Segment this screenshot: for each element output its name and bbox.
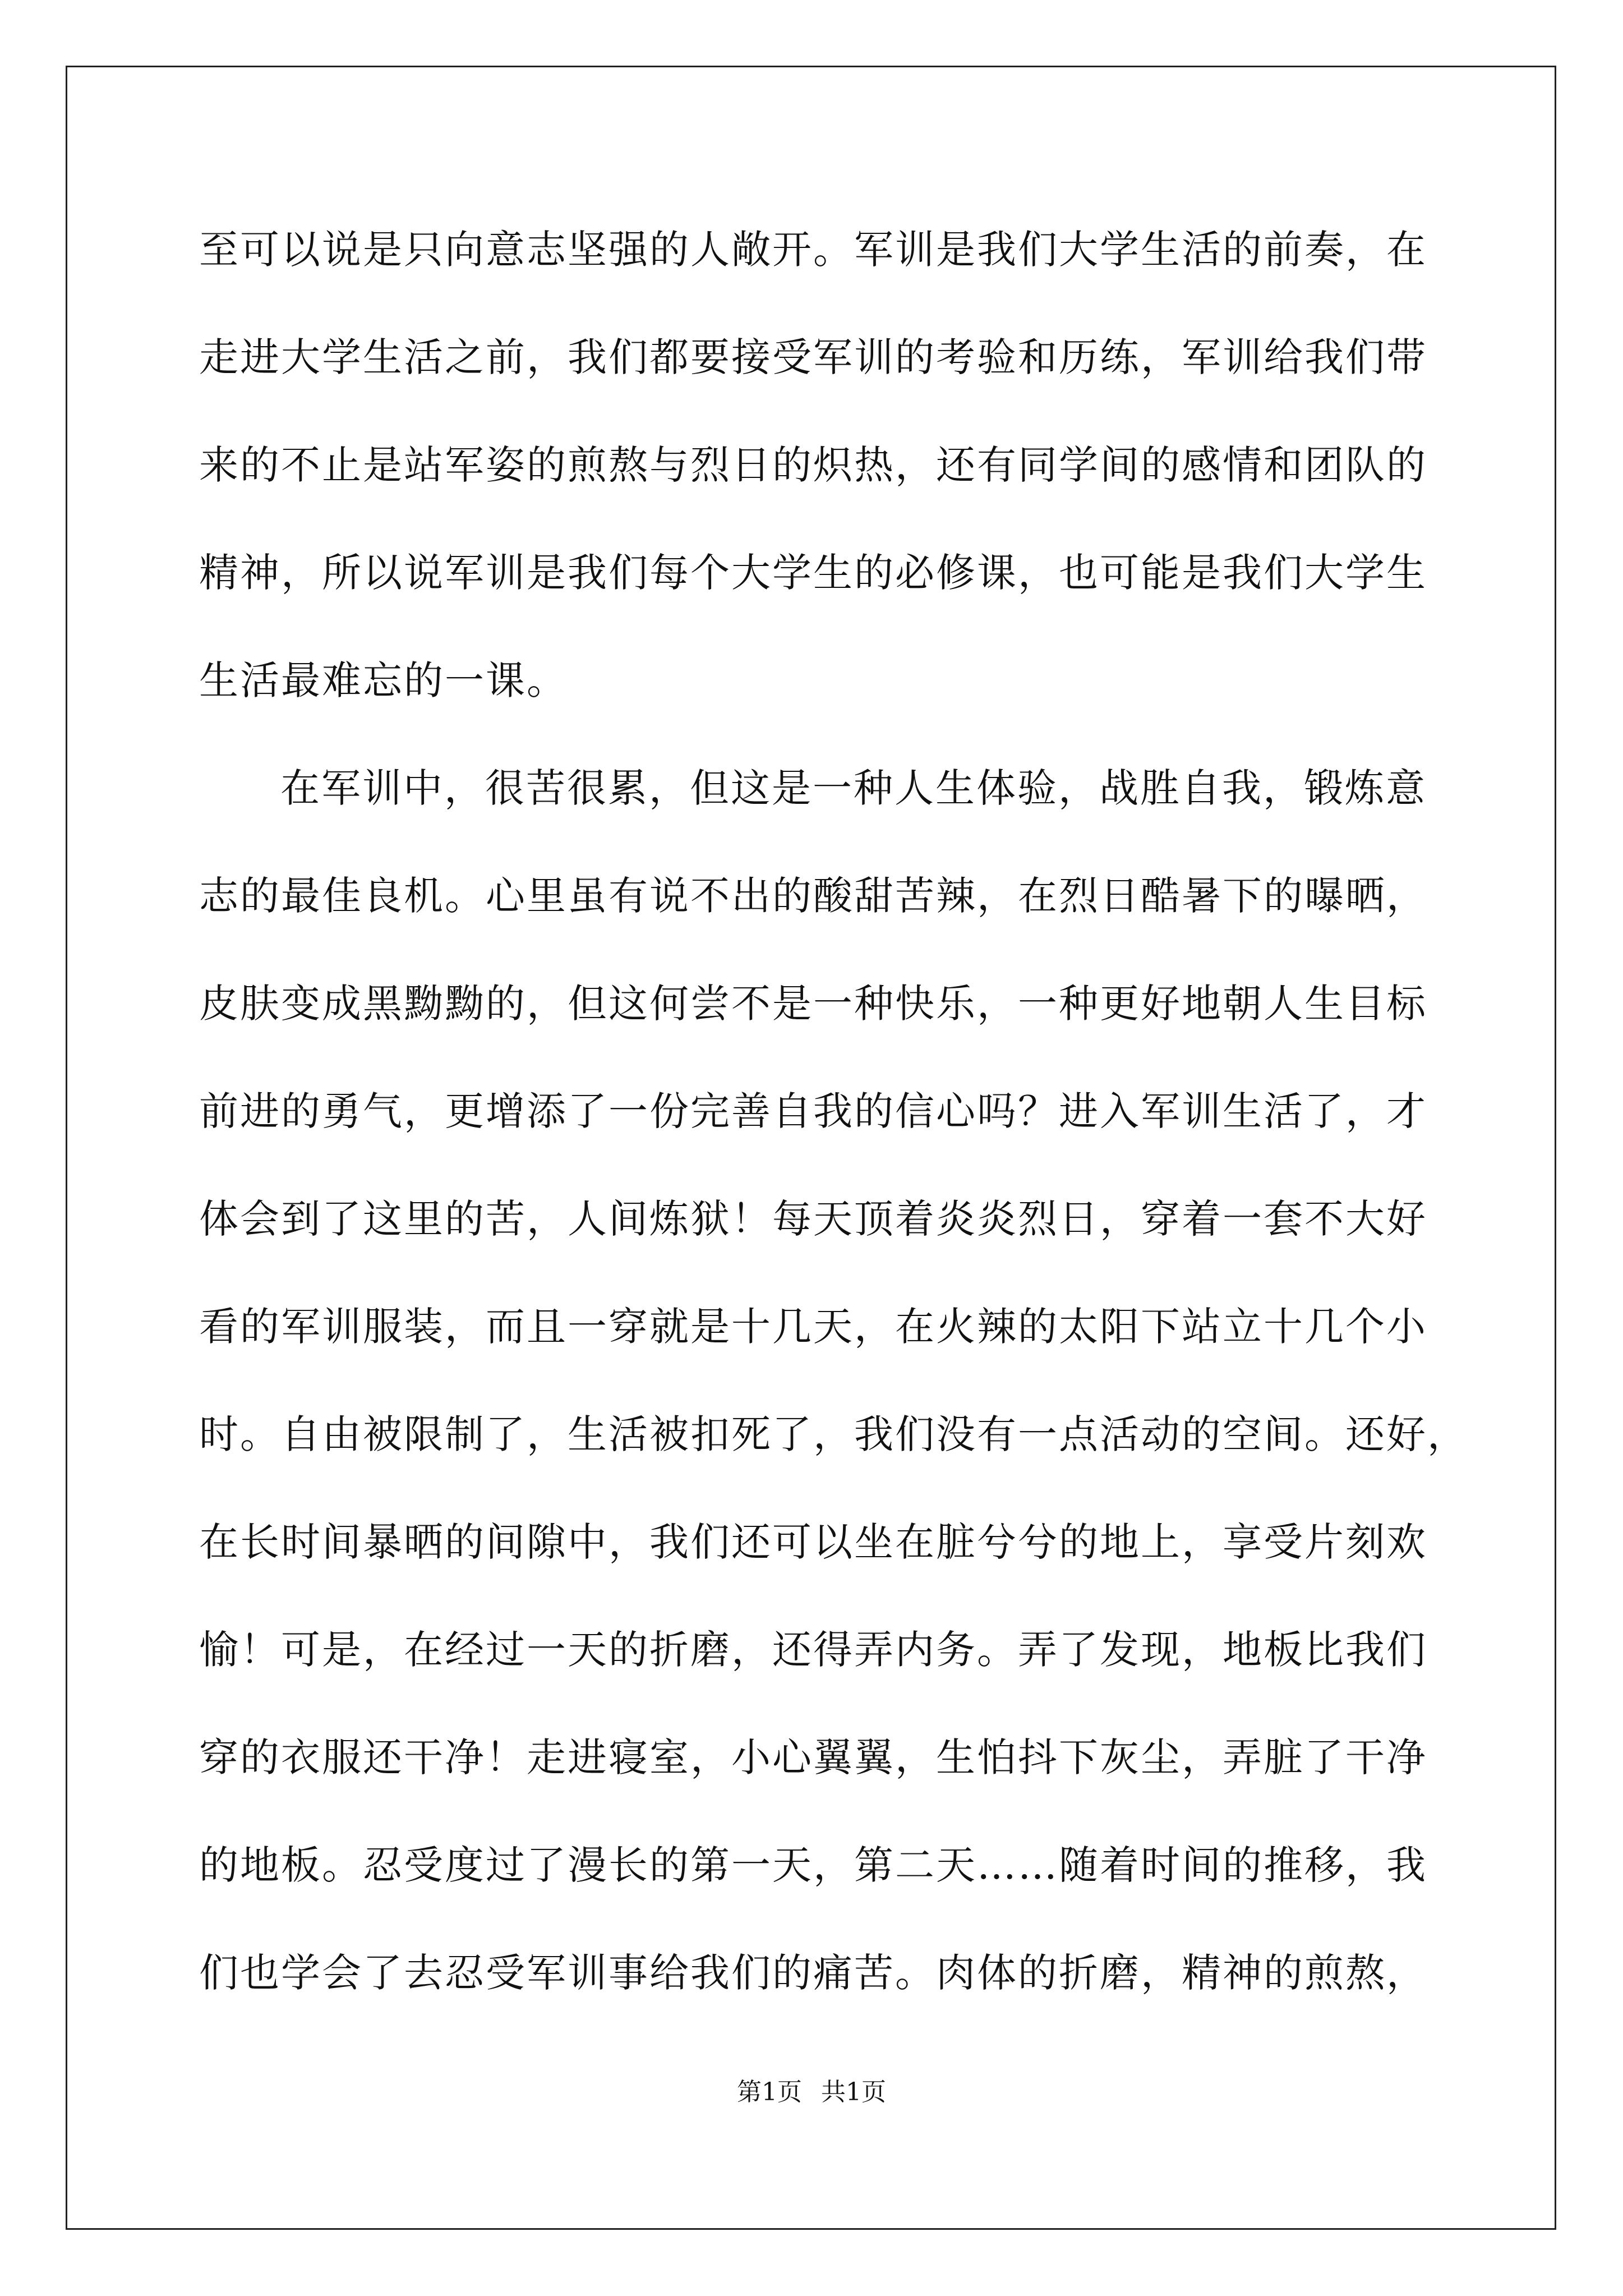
- page-total: 共1页: [821, 2078, 886, 2106]
- text-line: 来的不止是站军姿的煎熬与烈日的炽热，还有同学间的感情和团队的: [199, 442, 1427, 488]
- text-line: 看的军训服装，而且一穿就是十几天，在火辣的太阳下站立十几个小: [199, 1304, 1427, 1350]
- text-line: 皮肤变成黑黝黝的，但这何尝不是一种快乐，一种更好地朝人生目标: [199, 981, 1427, 1027]
- page-border: [66, 66, 1556, 2230]
- text-line: 精神，所以说军训是我们每个大学生的必修课，也可能是我们大学生: [199, 550, 1427, 596]
- text-line: 生活最难忘的一课。: [199, 657, 568, 703]
- text-line: 至可以说是只向意志坚强的人敞开。军训是我们大学生活的前奏，在: [199, 227, 1427, 273]
- page-number: 第1页: [737, 2078, 802, 2106]
- text-line: 穿的衣服还干净！走进寝室，小心翼翼，生怕抖下灰尘，弄脏了干净: [199, 1734, 1427, 1780]
- text-line: 时。自由被限制了，生活被扣死了，我们没有一点活动的空间。还好，: [199, 1411, 1468, 1457]
- text-line: 愉！可是，在经过一天的折磨，还得弄内务。弄了发现，地板比我们: [199, 1627, 1427, 1673]
- text-line: 走进大学生活之前，我们都要接受军训的考验和历练，军训给我们带: [199, 334, 1427, 380]
- text-line: 的地板。忍受度过了漫长的第一天，第二天……随着时间的推移，我: [199, 1842, 1427, 1888]
- text-line: 体会到了这里的苦，人间炼狱！每天顶着炎炎烈日，穿着一套不大好: [199, 1196, 1427, 1242]
- text-line: 在长时间暴晒的间隙中，我们还可以坐在脏兮兮的地上，享受片刻欢: [199, 1519, 1427, 1565]
- paragraph-first-line: 在军训中，很苦很累，但这是一种人生体验，战胜自我，锻炼意: [280, 765, 1427, 811]
- text-line: 前进的勇气，更增添了一份完善自我的信心吗？进入军训生活了，才: [199, 1088, 1427, 1134]
- page-footer: [0, 2076, 1623, 2109]
- text-line: 志的最佳良机。心里虽有说不出的酸甜苦辣，在烈日酷暑下的曝晒，: [199, 873, 1427, 919]
- text-line: 们也学会了去忍受军训事给我们的痛苦。肉体的折磨，精神的煎熬，: [199, 1950, 1427, 1996]
